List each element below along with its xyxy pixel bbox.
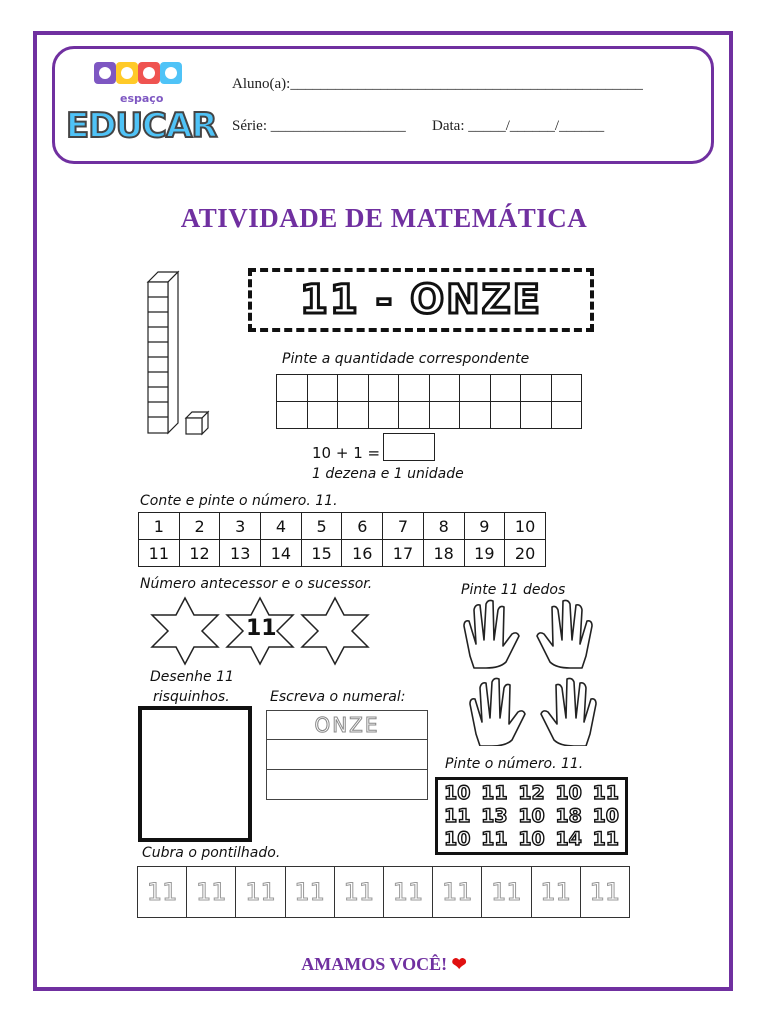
grid-cell[interactable] — [277, 375, 308, 402]
grid-cell[interactable] — [307, 375, 338, 402]
hand-icon — [541, 678, 596, 746]
write-line[interactable] — [266, 710, 428, 740]
trace-number: 11 — [589, 878, 621, 906]
trace-cell[interactable] — [482, 867, 531, 918]
trace-number: 11 — [146, 878, 178, 906]
paint-number-cell[interactable]: 10 — [592, 805, 619, 827]
trace-number: 11 — [491, 878, 522, 906]
hands-group — [456, 596, 606, 751]
grid-cell[interactable] — [490, 402, 521, 429]
center-star-value: 11 — [246, 616, 277, 641]
grid-cell[interactable] — [368, 375, 399, 402]
paint-number-row — [444, 805, 619, 828]
paint-number-cell[interactable]: 11 — [444, 805, 471, 827]
grid-cell[interactable] — [429, 402, 460, 429]
count-cell[interactable]: 10 — [505, 513, 546, 540]
trace-instruction: Cubra o pontilhado. — [142, 845, 281, 861]
trace-number: 11 — [441, 878, 473, 906]
count-cell[interactable]: 16 — [342, 540, 383, 567]
grid-cell[interactable] — [399, 402, 430, 429]
grid-cell[interactable] — [368, 402, 399, 429]
write-instruction: Escreva o numeral: — [270, 689, 406, 705]
paint-number-cell[interactable]: 10 — [444, 828, 471, 850]
trace-number: 11 — [343, 878, 375, 906]
paint-number-cell[interactable]: 10 — [444, 782, 471, 804]
trace-cell[interactable] — [580, 867, 629, 918]
write-line[interactable] — [266, 770, 428, 800]
trace-number: 11 — [392, 878, 424, 906]
data-field[interactable]: Data: _____/______/______ — [432, 118, 605, 134]
count-cell[interactable]: 9 — [464, 513, 505, 540]
paint-number-cell[interactable]: 10 — [518, 805, 545, 827]
neighbors-instruction: Número antecessor e o sucessor. — [140, 576, 373, 592]
count-cell[interactable]: 5 — [301, 513, 342, 540]
count-cell[interactable]: 13 — [220, 540, 261, 567]
count-cell[interactable]: 1 — [139, 513, 180, 540]
stars-row — [148, 596, 372, 671]
equation-caption: 1 dezena e 1 unidade — [312, 466, 464, 482]
blocks-graphic — [146, 270, 216, 440]
trace-table — [137, 866, 630, 918]
logo — [62, 56, 222, 156]
grid-cell[interactable] — [338, 402, 369, 429]
footer-text: AMAMOS VOCÊ! — [301, 954, 448, 974]
paint-number-cell[interactable]: 11 — [481, 828, 508, 850]
logo-small-text: espaço — [120, 92, 164, 105]
quantity-grid[interactable] — [276, 374, 582, 429]
equation: 10 + 1 = — [312, 444, 381, 462]
grid-cell[interactable] — [521, 375, 552, 402]
trace-cell[interactable] — [531, 867, 580, 918]
trace-cell[interactable] — [187, 867, 236, 918]
paint-number-row — [444, 782, 619, 805]
footer — [0, 954, 768, 975]
count-cell[interactable]: 7 — [383, 513, 424, 540]
quantity-instruction: Pinte a quantidade correspondente — [282, 351, 530, 367]
count-cell[interactable]: 14 — [261, 540, 302, 567]
grid-cell[interactable] — [429, 375, 460, 402]
trace-cell[interactable] — [334, 867, 383, 918]
paint-number-cell[interactable]: 11 — [592, 828, 619, 850]
paint-number-instruction: Pinte o número. 11. — [445, 756, 584, 772]
trace-cell[interactable] — [433, 867, 482, 918]
trace-number: 11 — [196, 878, 227, 906]
count-cell[interactable]: 12 — [179, 540, 220, 567]
paint-number-cell[interactable]: 11 — [592, 782, 619, 804]
number-title-box — [248, 268, 594, 332]
grid-cell[interactable] — [490, 375, 521, 402]
hands-graphic — [456, 596, 606, 746]
count-cell[interactable]: 18 — [423, 540, 464, 567]
count-cell[interactable]: 8 — [423, 513, 464, 540]
write-line[interactable] — [266, 740, 428, 770]
count-table — [138, 512, 546, 567]
page-border — [33, 31, 733, 991]
heart-icon: ❤ — [451, 954, 467, 974]
trace-cell[interactable] — [285, 867, 334, 918]
grid-cell[interactable] — [521, 402, 552, 429]
page-title: ATIVIDADE DE MATEMÁTICA — [180, 203, 588, 233]
hand-icon — [537, 600, 592, 668]
count-cell[interactable]: 11 — [139, 540, 180, 567]
traced-word: ONZE — [314, 713, 380, 737]
grid-cell[interactable] — [460, 375, 491, 402]
number-title: 11 - ONZE — [300, 277, 542, 323]
successor-star — [302, 598, 368, 664]
equation-answer-box[interactable] — [383, 433, 435, 461]
grid-cell[interactable] — [399, 375, 430, 402]
count-cell[interactable]: 4 — [261, 513, 302, 540]
paint-number-cell[interactable]: 14 — [555, 828, 582, 850]
count-cell[interactable]: 6 — [342, 513, 383, 540]
paint-number-row — [444, 828, 619, 851]
trace-number: 11 — [294, 878, 325, 906]
paint-number-cell[interactable]: 10 — [518, 828, 545, 850]
grid-cell[interactable] — [307, 402, 338, 429]
grid-cell[interactable] — [277, 402, 308, 429]
paint-number-cell[interactable]: 11 — [481, 782, 508, 804]
trace-number: 11 — [245, 878, 276, 906]
base-ten-rod — [146, 270, 216, 445]
count-cell[interactable]: 15 — [301, 540, 342, 567]
aluno-field[interactable]: Aluno(a):_______________________________________________ — [232, 76, 643, 92]
paint-number-cell[interactable]: 10 — [555, 782, 582, 804]
hand-icon — [464, 600, 519, 668]
trace-cell[interactable] — [138, 867, 187, 918]
predecessor-star — [152, 598, 218, 664]
count-cell[interactable]: 17 — [383, 540, 424, 567]
grid-cell[interactable] — [551, 375, 582, 402]
fingers-instruction: Pinte 11 dedos — [461, 582, 566, 598]
paint-number-cell[interactable]: 18 — [555, 805, 582, 827]
trace-cell[interactable] — [383, 867, 432, 918]
count-cell[interactable]: 19 — [464, 540, 505, 567]
grid-cell[interactable] — [460, 402, 491, 429]
count-instruction: Conte e pinte o número. 11. — [140, 493, 338, 509]
draw-area[interactable] — [138, 706, 252, 842]
trace-cell[interactable] — [236, 867, 285, 918]
logo-big-text: EDUCAR — [66, 106, 217, 146]
count-cell[interactable]: 3 — [220, 513, 261, 540]
hand-icon — [470, 678, 525, 746]
serie-field[interactable]: Série: __________________ — [232, 118, 406, 134]
count-cell[interactable]: 20 — [505, 540, 546, 567]
count-cell[interactable]: 2 — [179, 513, 220, 540]
grid-cell[interactable] — [338, 375, 369, 402]
paint-number-box — [435, 777, 628, 855]
draw-instruction-line2: risquinhos. — [153, 689, 230, 705]
paint-number-cell[interactable]: 13 — [481, 805, 508, 827]
write-lines[interactable] — [266, 710, 428, 800]
paint-number-cell[interactable]: 12 — [518, 782, 545, 804]
grid-cell[interactable] — [551, 402, 582, 429]
trace-number: 11 — [540, 878, 571, 906]
draw-instruction-line1: Desenhe 11 — [150, 669, 234, 685]
